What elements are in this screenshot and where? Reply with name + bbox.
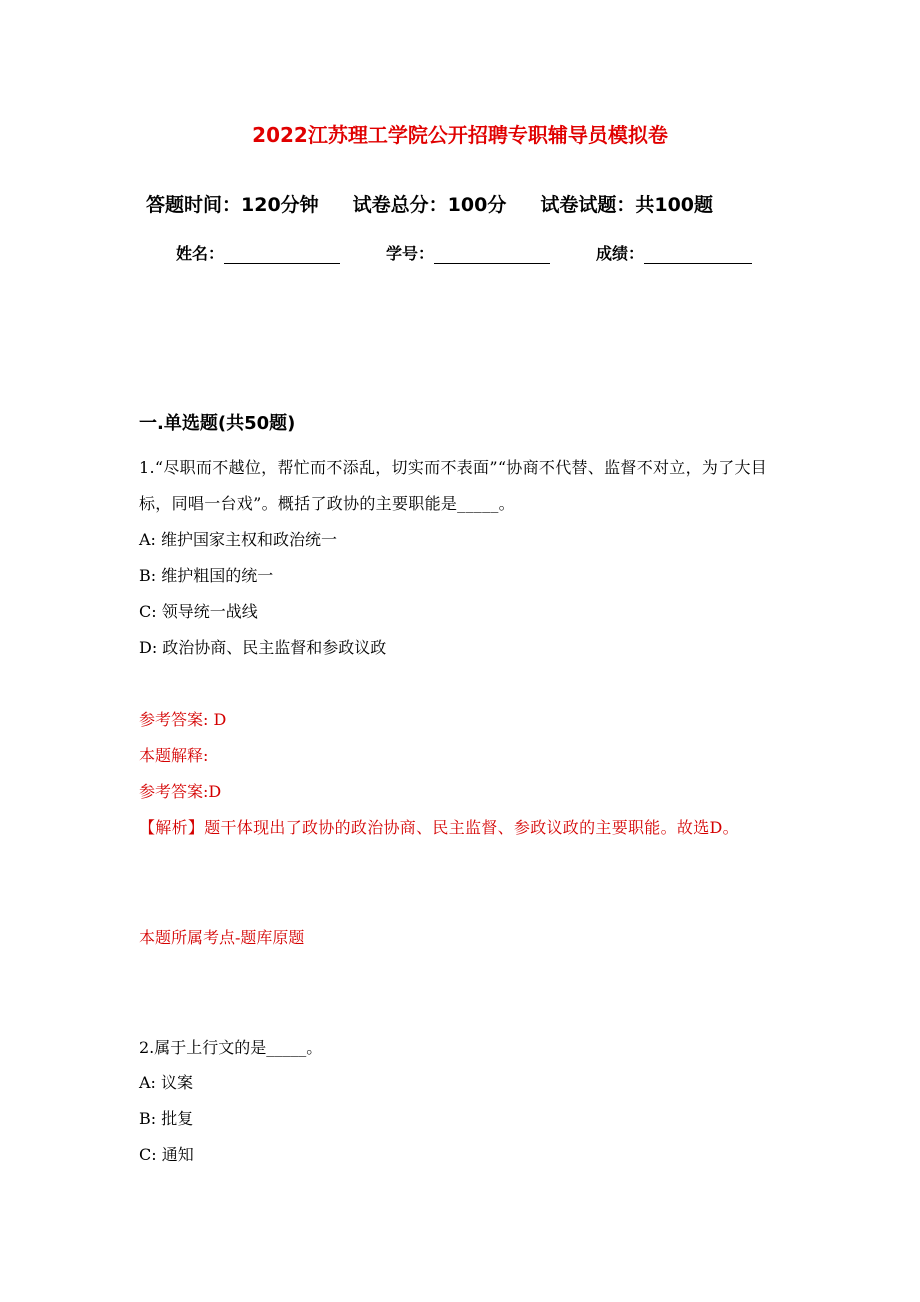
question-1-option-a: A: 维护国家主权和政治统一 (139, 530, 338, 549)
exam-meta-row (146, 190, 786, 220)
exam-total-score: 试卷总分：100分 (352, 194, 507, 216)
student-info-row (176, 240, 786, 268)
question-1-explain-label: 本题解释: (139, 746, 209, 765)
exam-time: 答题时间：120分钟 (146, 194, 319, 216)
exam-title: 2022江苏理工学院公开招聘专职辅导员模拟卷 (252, 123, 668, 147)
question-1-option-c: C: 领导统一战线 (139, 602, 258, 621)
exam-total-questions: 试卷试题：共100题 (540, 194, 714, 216)
question-1-option-b: B: 维护粗国的统一 (139, 566, 274, 585)
name-field[interactable] (224, 245, 340, 264)
question-1-source: 本题所属考点-题库原题 (139, 928, 305, 947)
question-1-answer-repeat: 参考答案:D (139, 782, 222, 801)
question-1-text: 1.“尽职而不越位，帮忙而不添乱，切实而不表面”“协商不代替、监督不对立，为了大目标，同唱一台戏”。概括了政协的主要职能是_____。 (139, 458, 768, 513)
question-1-answer: 参考答案: D (139, 710, 227, 729)
section-heading: 一.单选题(共50题) (139, 413, 296, 434)
question-1-explanation: 【解析】题干体现出了政协的政治协商、民主监督、参政议政的主要职能。故选D。 (139, 818, 739, 837)
question-2-option-a: A: 议案 (139, 1073, 194, 1092)
name-label: 姓名： (176, 244, 225, 263)
question-2-option-b: B: 批复 (139, 1109, 194, 1128)
question-2-text: 2.属于上行文的是_____。 (139, 1038, 323, 1057)
question-1-option-d: D: 政治协商、民主监督和参政议政 (139, 638, 387, 657)
question-2-option-c: C: 通知 (139, 1145, 194, 1164)
score-field[interactable] (644, 245, 752, 264)
id-field[interactable] (434, 245, 550, 264)
id-label: 学号： (386, 244, 435, 263)
score-label: 成绩： (596, 244, 645, 263)
